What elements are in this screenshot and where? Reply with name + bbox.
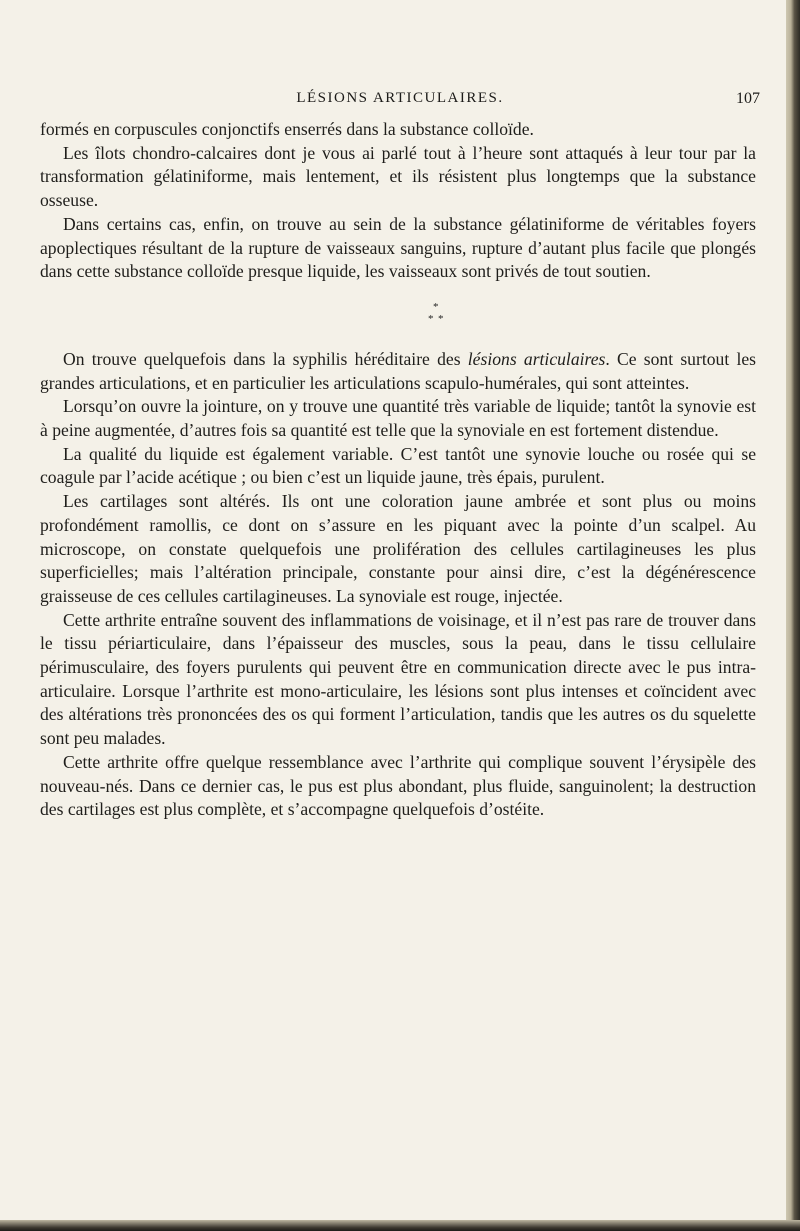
page-bottom-edge: [0, 1220, 800, 1231]
paragraph: formés en corpuscules conjonctifs enserrés dans la substance colloïde.: [40, 119, 534, 139]
book-binding-edge: [786, 0, 800, 1231]
body-text: [40, 118, 756, 822]
asterism-star: *: [438, 312, 444, 325]
running-title: LÉSIONS ARTICULAIRES.: [296, 90, 504, 106]
paragraph: [40, 348, 756, 395]
page-number: 107: [736, 90, 760, 107]
paragraph: Cette arthrite entraîne souvent des inflammations de voisinage, et il n’est pas rare de trouver dans le tissu périarticulaire, dans l’épaisseur des muscles, sous la peau, dans le tissu cellulaire périmusculaire, des foyers purulents qui peuvent être en communication directe avec le pus intra-articulaire. Lorsque l’arthrite est mono-articulaire, les lésions sont plus intenses et coïncident avec des altérations très prononcées des os qui forment l’articulation, tandis que les autres os du squelette sont peu malades.: [40, 609, 756, 749]
paragraph-text: On trouve quelquefois dans la syphilis héréditaire des: [63, 348, 468, 369]
paragraph: Dans certains cas, enfin, on trouve au sein de la substance gélatiniforme de véritables foyers apoplectiques résultant de la rupture de vaisseaux sanguins, rupture d’autant plus facile que plongés dans cette substance colloïde presque liquide, les vaisseaux sont privés de tout soutien.: [40, 213, 756, 282]
paragraph: La qualité du liquide est également variable. C’est tantôt une synovie louche ou rosée qui se coagule par l’acide acétique ; ou bien c’est un liquide jaune, très épais, purulent.: [40, 443, 756, 488]
italic-term: lésions articulaires: [467, 348, 606, 369]
paragraph: Cette arthrite offre quelque ressemblance avec l’arthrite qui complique souvent l’érysipèle des nouveau-nés. Dans ce dernier cas, le pus est plus abondant, plus fluide, sanguinolent; la destruction des cartilages est plus complète, et s’accompagne quelquefois d’ostéite.: [40, 751, 756, 820]
paragraph: Les îlots chondro-calcaires dont je vous ai parlé tout à l’heure sont attaqués à leur tour par la transformation gélatiniforme, mais lentement, et ils résistent plus longtemps que la substance osseuse.: [40, 142, 756, 211]
asterism-star: *: [428, 312, 434, 325]
paragraph: Les cartilages sont altérés. Ils ont une coloration jaune ambrée et sont plus ou moins profondément ramollis, ce dont on s’assure en les piquant avec la pointe d’un scalpel. Au microscope, on constate quelquefois une prolifération des cellules cartilagineuses les plus superficielles; mais l’altération principale, constante pour ainsi dire, c’est la dégénérescence graisseuse de ces cellules cartilagineuses. La synoviale est rouge, injectée.: [40, 491, 756, 606]
asterism-star: *: [433, 300, 439, 313]
section-asterism: [418, 296, 458, 334]
paragraph-text: . Ce sont surtout les grandes articulations, et en particulier les articulations scapulo-humérales, qui sont atteintes.: [40, 348, 756, 393]
page-header: [40, 90, 760, 114]
paragraph: Lorsqu’on ouvre la jointure, on y trouve une quantité très variable de liquide; tantôt la synovie est à peine augmentée, d’autres fois sa quantité est telle que la synoviale en est fortement distendue.: [40, 396, 756, 441]
